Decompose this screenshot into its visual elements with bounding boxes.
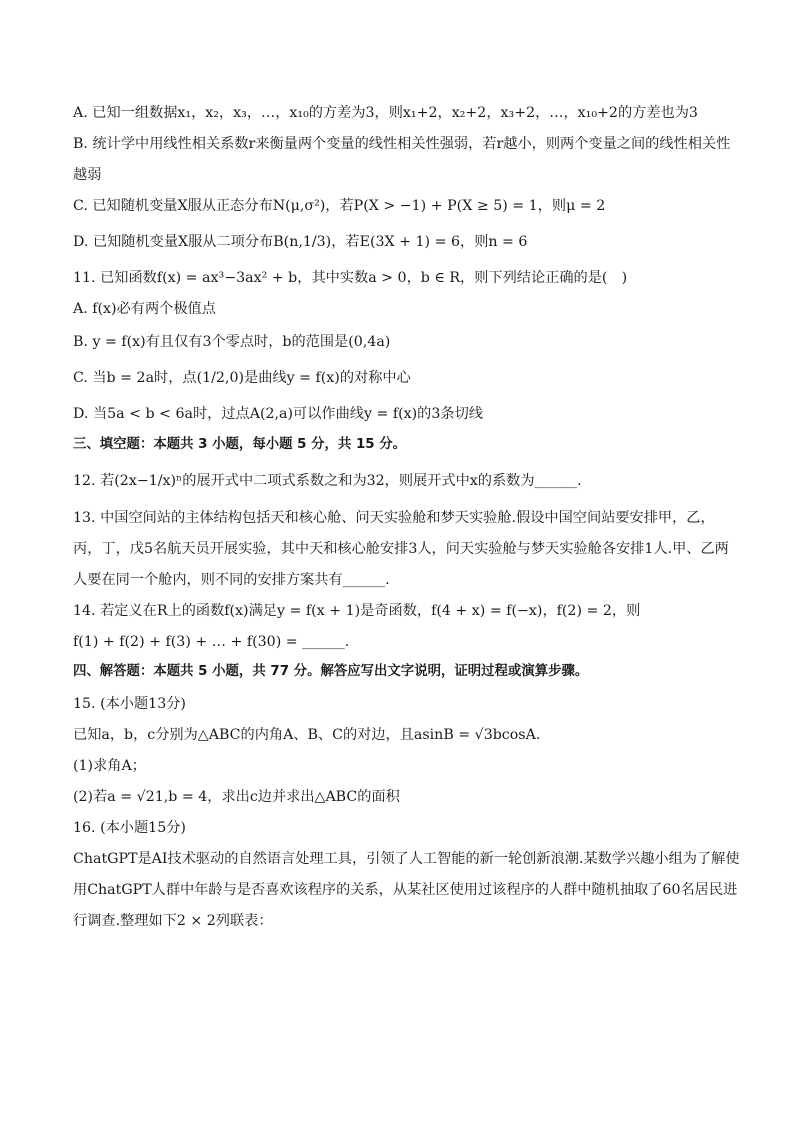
option-10d: D. 已知随机变量X服从二项分布B(n,1/3)，若E(3X + 1) = 6，则n = 6 bbox=[73, 234, 528, 250]
section-4-heading: 四、解答题：本题共 5 小题，共 77 分。解答应写出文字说明，证明过程或演算步骤。 bbox=[73, 664, 589, 679]
question-14-cont: f(1) + f(2) + f(3) + … + f(30) = ______. bbox=[73, 634, 350, 650]
question-15-stem: 已知a，b，c分别为△ABC的内角A、B、C的对边，且asinB = √3bcosA. bbox=[73, 727, 541, 743]
question-15-part-1: (1)求角A； bbox=[73, 758, 146, 774]
question-13-cont-1: 丙，丁，戊5名航天员开展实验，其中天和核心舱安排3人，问天实验舱与梦天实验舱各安排1人.甲、乙两 bbox=[73, 541, 729, 557]
option-11a: A. f(x)必有两个极值点 bbox=[73, 301, 216, 317]
question-16-stem-cont-2: 行调查.整理如下2 × 2列联表： bbox=[73, 913, 273, 929]
question-16-header: 16. (本小题15分) bbox=[73, 820, 186, 836]
question-13: 13. 中国空间站的主体结构包括天和核心舱、问天实验舱和梦天实验舱.假设中国空间站要安排甲，乙， bbox=[73, 510, 715, 526]
question-16-stem-cont-1: 用ChatGPT人群中年龄与是否喜欢该程序的关系，从某社区使用过该程序的人群中随机抽取了60名居民进 bbox=[73, 882, 738, 898]
option-10b-cont: 越弱 bbox=[73, 167, 102, 183]
option-10a: A. 已知一组数据x₁，x₂，x₃，…，x₁₀的方差为3，则x₁+2，x₂+2，x₃+2，…，x₁₀+2的方差也为3 bbox=[73, 105, 698, 121]
section-3-heading: 三、填空题：本题共 3 小题，每小题 5 分，共 15 分。 bbox=[73, 437, 407, 452]
question-15-part-2: (2)若a = √21,b = 4，求出c边并求出△ABC的面积 bbox=[73, 789, 400, 805]
question-12: 12. 若(2x−1/x)ⁿ的展开式中二项式系数之和为32，则展开式中x的系数为______. bbox=[73, 473, 582, 489]
question-11: 11. 已知函数f(x) = ax³−3ax² + b，其中实数a > 0，b ∈ R，则下列结论正确的是( ) bbox=[73, 270, 628, 286]
question-13-cont-2: 人要在同一个舱内，则不同的安排方案共有______. bbox=[73, 572, 390, 588]
option-11d: D. 当5a < b < 6a时，过点A(2,a)可以作曲线y = f(x)的3条切线 bbox=[73, 406, 483, 422]
question-16-stem: ChatGPT是AI技术驱动的自然语言处理工具，引领了人工智能的新一轮创新浪潮.某数学兴趣小组为了解使 bbox=[73, 851, 740, 867]
option-11c: C. 当b = 2a时，点(1/2,0)是曲线y = f(x)的对称中心 bbox=[73, 370, 411, 386]
option-11b: B. y = f(x)有且仅有3个零点时，b的范围是(0,4a) bbox=[73, 334, 391, 350]
option-10c: C. 已知随机变量X服从正态分布N(μ,σ²)，若P(X > −1) + P(X ≥ 5) = 1，则μ = 2 bbox=[73, 198, 606, 214]
option-10b: B. 统计学中用线性相关系数r来衡量两个变量的线性相关性强弱，若r越小，则两个变量之间的线性相关性 bbox=[73, 136, 731, 152]
question-14: 14. 若定义在R上的函数f(x)满足y = f(x + 1)是奇函数，f(4 + x) = f(−x)，f(2) = 2，则 bbox=[73, 603, 641, 619]
question-15-header: 15. (本小题13分) bbox=[73, 696, 186, 712]
